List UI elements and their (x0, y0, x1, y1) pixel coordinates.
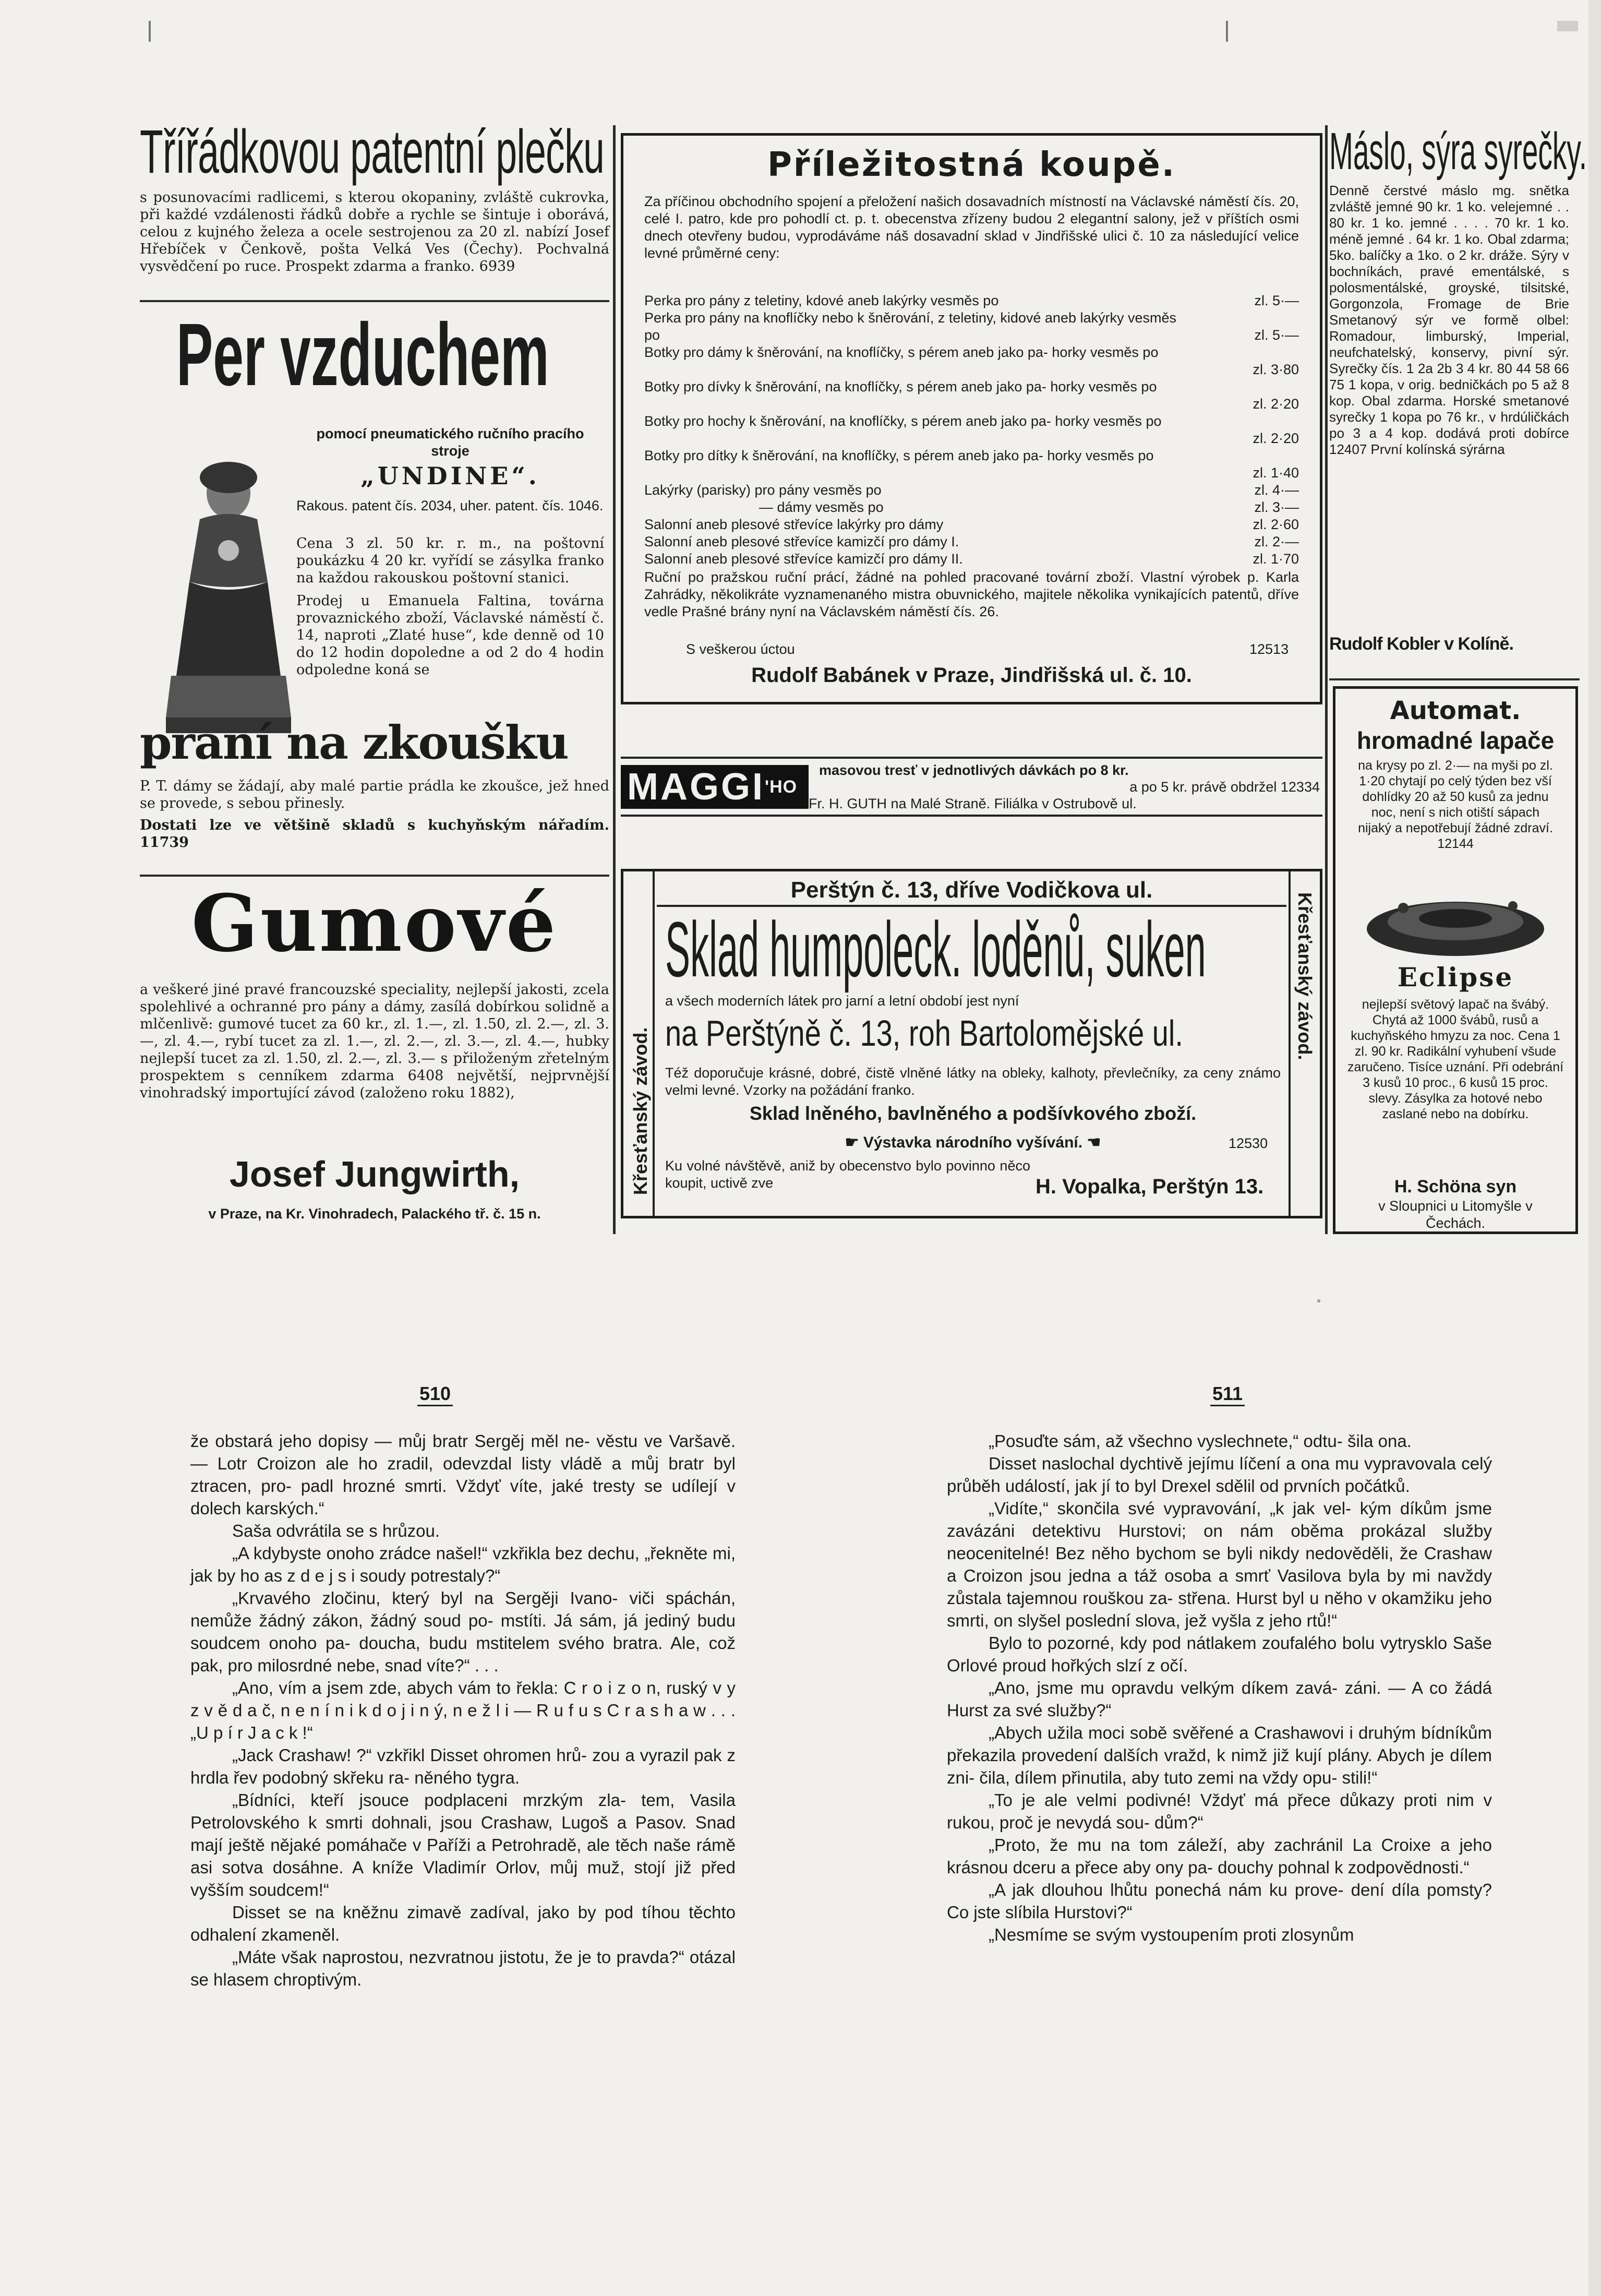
pointing-hand-icon: ☛ (845, 1134, 863, 1151)
scan-mark (149, 21, 151, 42)
ad-maggi-line3: Fr. H. GUTH na Malé Straně. Filiálka v Ostrubově ul. (809, 796, 1137, 811)
ad-koupe-intro: Za příčinou obchodního spojení a přeložení našich dosavadních místností na Václavské náměstí čís. 20, celé I. patro, kde pro pohodlí ct. p. t. obecenstva zřízeny budou 2 elegantní salony, jež v příštích osmi dnech otevřeny budou, vyprodáváme náš dosavadní sklad v Jindřišské ulici č. 10 za následující velice levné průměrné ceny: (644, 194, 1299, 261)
paragraph: že obstará jeho dopisy — můj bratr Sergěj měl ne- věstu ve Varšavě. — Lotr Croizon ale ho zradil, odevzdal listy vládě a můj bratr byl ztracen, pro- padl hrozné smrti. Vždyť víte, jaké tresty se udílejí v dolech karských.“ (190, 1431, 736, 1518)
ad-sklad-address: na Perštýně č. 13, roh Bartolomějské ul. (665, 1013, 1183, 1054)
paragraph: „Vidíte,“ skončila své vypravování, „k jak vel- kým díkům jsme zavázáni detektivu Hurstovi; on nám oběma prokázal služby neocenitelné! Bez něho bychom se byli nikdy nedověděli, že Crashaw a Croizon jsou jedna a táž osoba a smrť Vasilova byla by mi navždy zůstala tajemnou rouškou za- střena. Hurst byl u něho v okamžiku jeho smrti, on slyšel poslední slova, jež vyšla z jeho rtů!“ (947, 1499, 1492, 1630)
ad-sklad-side-right: Křesťanský závod. (1289, 871, 1320, 1216)
ad-vzduchem-note: P. T. dámy se žádají, aby malé partie prádla ke zkoušce, jež hned se provede, s sebou přinesly. (140, 778, 609, 811)
ad-gumove-text: a veškeré jiné pravé francouzské speciality, nejlepší jakosti, zcela spolehlivé a ochranné pro pány a dámy, zasílá dobírkou solidně a mlčenlivě: gumové tucet za 60 kr., zl. 1.—, zl. 1.50, zl. 2.—, zl. 3.—, zl. 4.—, rybí tucet za zl. 1.—, zl. 2.—, zl. 3.—, zl. 4.—, hubky nejlepší tucet za zl. 1.50, zl. 2.—, zl. 3.— s přiloženým zřetelným prospektem s cenníkem zdarma 6408 největší, nejprvnější vinohradský importující závod (založeno roku 1882), (140, 982, 609, 1101)
ad-lapace-text2: nejlepší světový lapač na švábý. Chytá až 1000 švábů, rusů a kuchyňského hmyzu za noc. Cena 1 zl. 90 kr. Radikální vyhubení všude zaručeno. Tisíce uznání. Při odebrání 3 kusů 10 proc., 6 kusů 15 proc. slevy. Zásylka za hotové nebo zaslané nebo na dobírku. (1347, 997, 1564, 1121)
price-row: Botky pro hochy k šněrování, na knoflíčky, s pérem aneb jako pa- horky vesměs po zl. 2·20 (644, 413, 1299, 446)
page-number-left: 510 (417, 1383, 453, 1406)
ad-gumove-name: Josef Jungwirth, (229, 1154, 520, 1194)
ad-maslo-title: Máslo, sýra syrečky. (1329, 122, 1587, 181)
price-row: — dámy vesměs po zl. 3·— (759, 499, 1299, 515)
price-row: Perka pro pány z teletiny, kdové aneb lakýrky vesměs po zl. 5·— (644, 293, 1299, 308)
price-row: Perka pro pány na knoflíčky nebo k šněrování, z teletiny, kidové aneb lakýrky vesměs po zl. 5·— (644, 310, 1299, 343)
ad-koupe-footer-text: Ruční po pražskou ruční prácí, žádné na pohled pracované tovární zboží. Vlastní výrobek p. Karla Zahrádky, několikráte vyznamenaného mistra obuvnického, majitele několika vynikajících patentů, dříve vedle Prašné brány nyní na Václavském náměstí čís. 26. (644, 569, 1299, 619)
paragraph: „Ano, vím a jsem zde, abych vám to řekla: C r o i z o n, ruský v y z v ě d a č, n e n í n i k d o j i n ý, n e ž l i — R u f u s C r a s h a w . . . „U p í r J a c k !“ (190, 1678, 736, 1742)
ad-vzduchem-intro: pomocí pneumatického ručního pracího stroje (316, 426, 584, 459)
ad-lapace-place: v Sloupnici u Litomyšle v Čechách. (1378, 1198, 1533, 1231)
column-divider (1325, 125, 1328, 1234)
paragraph: „Abych užila moci sobě svěřené a Crashawovi i druhým bídníkům překazila provedení dalších vražd, k nimž již kují plány. Abych je dílem zni- čila, dílem přinutila, aby tuto zemi na vždy opu- stili!“ (947, 1723, 1492, 1787)
scan-mark (1317, 1299, 1320, 1302)
price-row: Lakýrky (parisky) pro pány vesměs po zl. 4·— (644, 482, 1299, 498)
price-row: Botky pro dítky k šněrování, na knoflíčky, s pérem aneb jako pa- horky vesměs po zl. 1·40 (644, 448, 1299, 481)
paragraph: „Jack Crashaw! ?“ vzkřikl Disset ohromen hrů- zou a vyrazil pak z hrdla řev podobný skřeku ra- něného tygra. (190, 1745, 736, 1787)
ad-koupe-code: 12513 (1249, 641, 1289, 657)
ad-koupe-account: S veškerou úctou (686, 641, 795, 657)
price-row: Botky pro dámy k šněrování, na knoflíčky, s pérem aneb jako pa- horky vesměs po zl. 3·80 (644, 344, 1299, 377)
paragraph: Disset naslochal dychtivě jejímu líčení a ona mu vypravovala celý průběh událostí, jak jí to byl Drexel sdělil od prvních počátků. (947, 1454, 1492, 1496)
paragraph: „Posuďte sám, až všechno vyslechnete,“ odtu- šila ona. (989, 1431, 1412, 1451)
ad-maslo-text: Denně čerstvé máslo mg. snětka zvláště jemné 90 kr. 1 ko. velejemné . . 80 kr. 1 ko. jemné . . . . 70 kr. 1 ko. méně jemné . 64 kr. 1 ko. Obal zdarma; 5ko. balíčky a 1ko. o 2 kr. dráže. Sýry v bochníkách, pravé ementálské, s polosmentálské, groyské, tilsitské, Gorgonzola, Fromage de Brie Smetanový sýr ve formě olbel: Romadour, limburský, Imperial, neufchatelský, konservy, pivní sýr. Syrečky čís. 1 2a 2b 3 4 kr. 80 44 58 66 75 1 kopa, v orig. bedničkách po 5 až 8 kop. Obal zdarma. Horské smetanové syrečky 1 kopa po 76 kr., v hrdúličkách po 3 a 4 kop. dodává proti dobírce 12407 První kolínská sýrárna (1329, 183, 1569, 457)
paragraph: „A kdybyste onoho zrádce našel!“ vzkřikla bez dechu, „řekněte mi, jak by ho as z d e j s i soudy potrestaly?“ (190, 1544, 736, 1585)
divider (1329, 678, 1580, 680)
scan-mark (1226, 21, 1228, 42)
ad-vzduchem (140, 305, 609, 874)
divider (140, 875, 609, 877)
cockroach-trap-illustration (1362, 887, 1549, 960)
ad-plecku (140, 117, 609, 298)
ad-maggi-line1: masovou tresť v jednotlivých dávkách po 8 kr. (819, 762, 1129, 778)
paragraph: Saša odvrátila se s hrůzou. (232, 1521, 440, 1540)
paragraph: Disset se na kněžnu zimavě zadíval, jako by pod tíhou těchto odhalení zkameněl. (190, 1903, 736, 1944)
ad-koupe-price-list (644, 292, 1299, 568)
ad-lapace-text1: na krysy po zl. 2·— na myši po zl. 1·20 chytají po celý týden bez vší dohlídky 20 až 50 kusů za jednu noc, není s nich otiští sápach nijaký a nepotřebují žádné zdraví. 12144 (1358, 758, 1553, 851)
ad-vzduchem-patent: Rakous. patent čís. 2034, uher. patent. čís. 1046. (296, 498, 604, 513)
divider (140, 300, 609, 302)
ad-sklad-line: a všech moderních látek pro jarní a letní období jest nyní (665, 993, 1019, 1009)
paragraph: „Krvavého zločinu, který byl na Sergěji Ivano- viči spáchán, nemůže žádný zákon, žádný soud po- mstíti. Já sám, já jediný budu soudcem onoho pa- doucha, budu mstitelem svého bratra. Ale, což pak, pro milosrdné nebe, snad víte?“ . . . (190, 1588, 736, 1675)
page-right-text (947, 1430, 1492, 1946)
page-number-right: 511 (1210, 1383, 1245, 1406)
ad-vzduchem-sale: Prodej u Emanuela Faltina, továrna provaznického zboží, Václavské náměstí č. 14, naproti „Zlaté huse“, kde denně od 10 do 12 hodin dopoledne a od 2 do 4 hodin odpoledne koná se (296, 593, 604, 678)
paragraph: „Ano, jsme mu opravdu velkým díkem zavá- záni. — A co žádá Hurst za své služby?“ (947, 1678, 1492, 1720)
paragraph: „A jak dlouhou lhůtu ponechá nám ku prove- dení díla pomsty? Co jste slíbila Hurstovi?“ (947, 1880, 1492, 1922)
maggi-logo: $MAGGI^{'HO}$ (621, 765, 809, 809)
ad-vzduchem-price: Cena 3 zl. 50 kr. r. m., na poštovní poukázku 4 20 kr. vyřídí se zásylka franko na každou rakouskou poštovní stanici. (296, 535, 604, 586)
paragraph: „To je ale velmi podivné! Vždyť má přece důkazy proti nim v rukou, proč je nevydá sou- dům?“ (947, 1790, 1492, 1832)
paragraph: „Bídníci, kteří jsouce podplaceni mrzkým zla- tem, Vasila Petrolovského k smrti dohnali, jsou Crashaw, Lugoš a Pasov. Snad mají ještě nějaké pomáhače v Paříži a Petrohradě, ale těch naše rámě asi sotva dosáhne. A kníže Vladimír Orlov, můj muž, stojí již před vyšším soudcem!“ (190, 1790, 736, 1899)
page-left-text (190, 1430, 736, 1991)
ad-maggi (621, 757, 1322, 817)
ad-sklad (621, 869, 1322, 1218)
paragraph: „Máte však naprostou, nezvratnou jistotu, že je to pravda?“ otázal se hlasem chroptivým. (190, 1947, 736, 1989)
price-row: Salonní aneb plesové střevíce lakýrky pro dámy zl. 2·60 (644, 517, 1299, 532)
pointing-hand-icon: ☚ (1082, 1134, 1101, 1151)
ad-sklad-goods: Sklad lněného, bavlněného a podšívkového zboží. (749, 1103, 1197, 1124)
ad-sklad-visit: Ku volné návštěvě, aniž by obecenstvo bylo povinno něco koupit, uctivě zve (665, 1158, 1030, 1191)
ad-lapace-title1: Automat. (1390, 696, 1521, 725)
paragraph: Bylo to pozorné, kdy pod nátlakem zoufalého bolu vytrysklo Saše Orlové proud hořkých slzí z očí. (947, 1633, 1492, 1675)
scan-edge (1588, 0, 1601, 2296)
price-row: Salonní aneb plesové střevíce kamizčí pro dámy I. zl. 2·— (644, 534, 1299, 549)
ad-gumove (140, 879, 609, 1234)
ad-gumove-address: v Praze, na Kr. Vinohradech, Palackého tř. č. 15 n. (208, 1206, 541, 1222)
ad-maslo-signature: Rudolf Kobler v Kolíně. (1329, 634, 1513, 654)
ad-sklad-header: Perštýn č. 13, dříve Vodičkova ul. (657, 876, 1286, 907)
ad-vzduchem-footer: Dostati lze ve většině skladů s kuchyňským nářadím. 11739 (140, 817, 609, 851)
ad-sklad-exhibition: ☛ Výstavka národního vyšívání. ☚ (845, 1134, 1101, 1151)
price-row: Salonní aneb plesové střevíce kamizčí pro dámy II. zl. 1·70 (644, 551, 1299, 567)
ad-lapace-title2: hromadné lapače (1356, 727, 1555, 754)
ad-maggi-line2: a po 5 kr. právě obdržel 12334 (1129, 779, 1320, 795)
ad-lapace-eclipse: Eclipse (1397, 962, 1514, 992)
ad-koupe-title: Příležitostná koupě. (767, 146, 1176, 184)
paragraph: „Proto, že mu na tom záleží, aby zachránil La Croixe a jeho krásnou dceru a přece aby ony pa- douchy pohnal k zodpovědnosti.“ (947, 1835, 1492, 1877)
ad-vzduchem-slogan: praní na zkoušku (140, 715, 568, 770)
ad-koupe-signature: Rudolf Babánek v Praze, Jindřišská ul. č. 10. (751, 664, 1192, 687)
ad-maslo (1329, 122, 1587, 699)
column-divider (613, 125, 616, 1234)
ad-sklad-title: Sklad humpoleck. loděnů, suken (665, 905, 1206, 993)
ad-vzduchem-brand: „UNDINE“. (360, 462, 540, 490)
ad-vzduchem-title: Per vzduchem (176, 305, 549, 404)
ad-sklad-text: Též doporučuje krásné, dobré, čistě vlněné látky na obleky, kalhoty, převlečníky, za ceny známo velmi levné. Vzorky na požádání franko. (665, 1065, 1281, 1098)
ad-sklad-code: 12530 (1229, 1135, 1268, 1151)
ad-plecku-title: Třířádkovou patentní plečku (140, 117, 605, 186)
ad-gumove-title: Gumové (191, 878, 558, 970)
ad-lapace (1333, 686, 1578, 1234)
washerwoman-illustration (150, 457, 302, 738)
price-row: Botky pro dívky k šněrování, na knoflíčky, s pérem aneb jako pa- horky vesměs po zl. 2·20 (644, 379, 1299, 412)
ad-lapace-signature: H. Schöna syn (1394, 1177, 1517, 1197)
paragraph: „Nesmíme se svým vystoupením proti zlosynům (989, 1925, 1354, 1944)
ad-koupe (621, 133, 1322, 704)
ad-sklad-side-left: Křesťanský závod. (623, 871, 655, 1216)
ad-sklad-signature: H. Vopalka, Perštýn 13. (1036, 1175, 1264, 1198)
ad-plecku-text: s posunovacími radlicemi, s kterou okopaniny, zvláště cukrovka, při každé vzdálenosti řádků dobře a rychle se šintuje i oborává, celou z kujného železa a ocele sestrojenou za 20 zl. nabízí Josef Hřebíček v Čenkově, pošta Velká Ves (Čechy). Pochvalná vysvědčení po ruce. Prospekt zdarma a franko. 6939 (140, 189, 609, 274)
scan-mark (1557, 21, 1578, 31)
